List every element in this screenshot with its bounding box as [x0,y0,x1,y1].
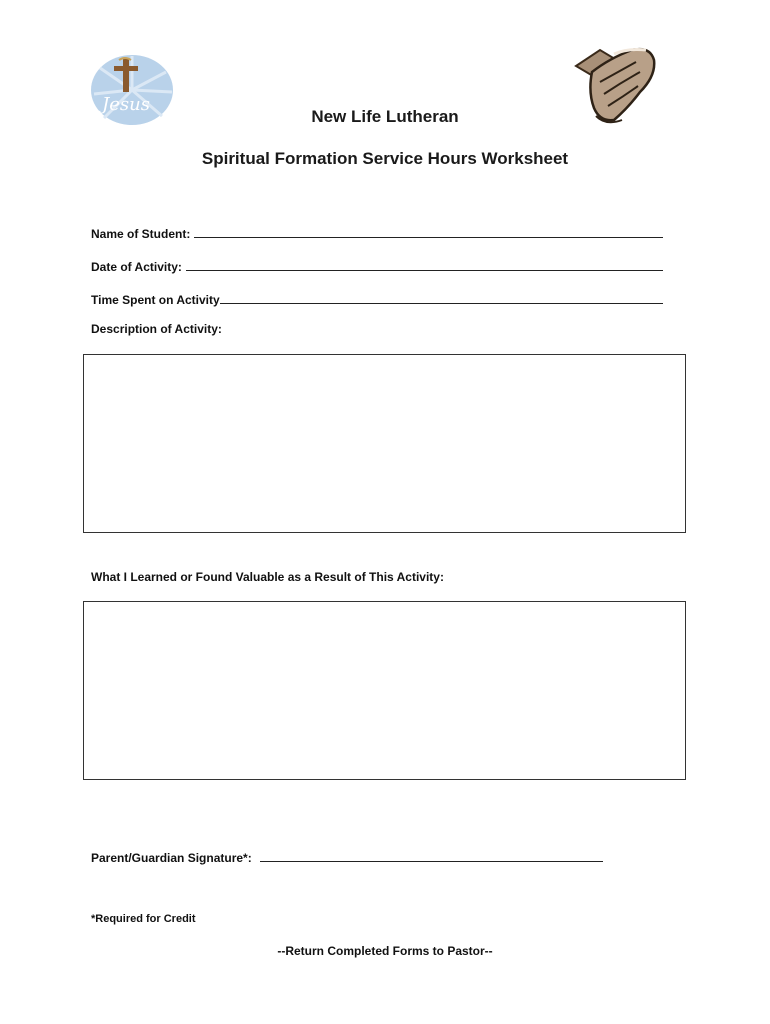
activity-date-line[interactable] [186,270,663,271]
required-note: *Required for Credit [91,913,196,925]
church-name: New Life Lutheran [311,107,459,126]
student-name-label: Name of Student: [91,227,191,241]
description-label: Description of Activity: [91,322,222,336]
activity-date-label: Date of Activity: [91,260,182,274]
signature-label: Parent/Guardian Signature*: [91,851,252,865]
worksheet-title: Spiritual Formation Service Hours Worksheet [201,149,569,168]
student-name-field [91,223,663,241]
time-spent-field [91,289,663,307]
signature-line[interactable] [260,861,603,862]
time-spent-line[interactable] [220,303,663,304]
description-box[interactable] [83,354,686,533]
return-note: --Return Completed Forms to Pastor-- [277,944,493,958]
learned-label: What I Learned or Found Valuable as a Result of This Activity: [91,570,444,584]
signature-field [91,847,603,865]
learned-box[interactable] [83,601,686,780]
jesus-logo-text: Jesus [102,94,150,115]
activity-date-field [91,256,663,274]
time-spent-label: Time Spent on Activity [91,293,220,307]
student-name-line[interactable] [194,237,663,238]
